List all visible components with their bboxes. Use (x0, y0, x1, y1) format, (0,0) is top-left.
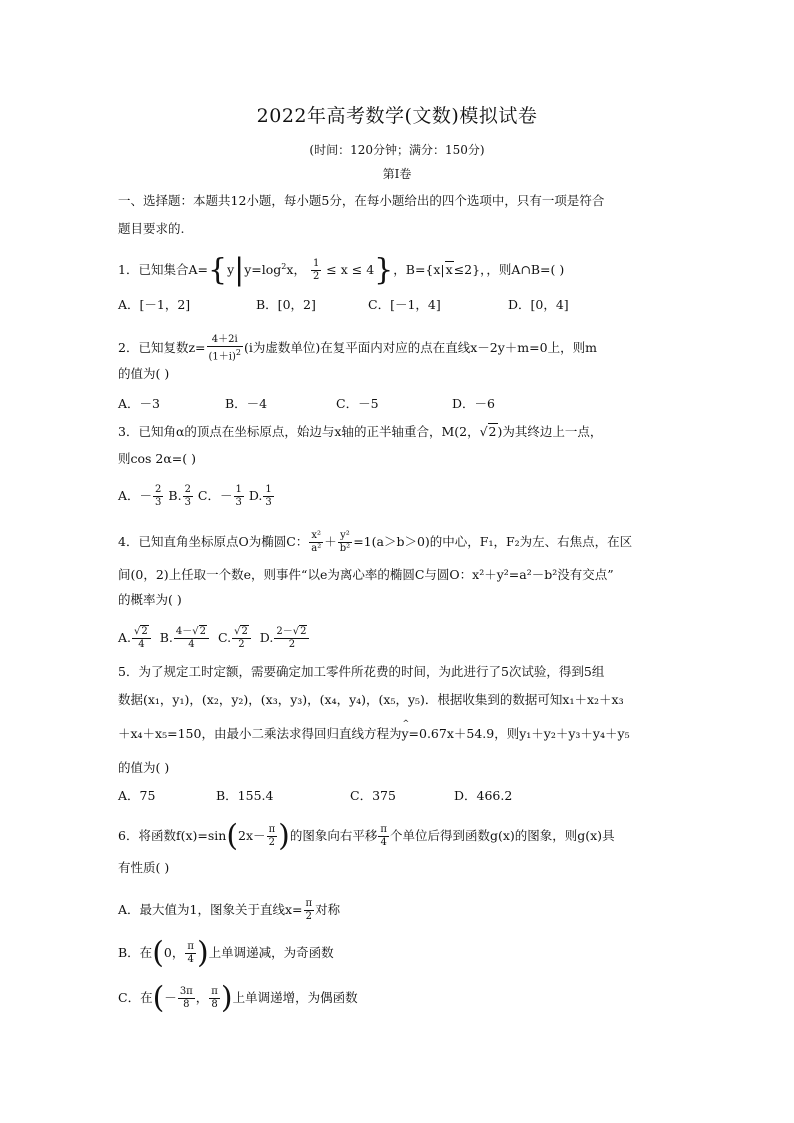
q6-option-c-text-2: 上单调递增，为偶函数 (232, 990, 358, 1005)
q3-option-a: A．－ (118, 488, 153, 503)
paren-right: ) (196, 935, 209, 971)
paren-right: ) (220, 980, 233, 1016)
q2-line-2: 的值为( ) (118, 366, 170, 381)
q5-option-a: A．75 (118, 788, 156, 803)
q6-text-b: 的图象向右平移 (289, 828, 378, 843)
q2-text-b: (i为虚数单位)在复平面内对应的点在直线x－2y＋m=0上，则m (243, 340, 597, 356)
q6-line-2: 有性质( ) (118, 860, 170, 875)
frac-num: 1 (265, 484, 272, 495)
frac-den: 8 (211, 999, 218, 1010)
brace-left: { (207, 252, 228, 288)
q6-text-a: 6．将函数f(x)=sin (118, 828, 227, 843)
frac-num: √2 (132, 626, 151, 639)
q3-option-b: B. (168, 488, 182, 503)
paren-left: ( (226, 818, 239, 854)
q3-text-b: )为其终边上一点， (497, 424, 603, 439)
frac-num: x² (309, 530, 323, 543)
question-3: 3．已知角α的顶点在坐标原点，始边与x轴的正半轴重合，M(2，√2)为其终边上一点， (118, 424, 603, 439)
frac-prefix: 2－ (276, 626, 293, 637)
q6-option-c-frac-1 (178, 986, 195, 1011)
q4-option-b: B. (159, 630, 173, 645)
q5-line-3 (118, 726, 630, 742)
exam-title: 2022年高考数学(文数)模拟试卷 (256, 105, 538, 127)
q5-option-b: B．155.4 (216, 788, 274, 803)
q6-option-c-minus: － (164, 990, 177, 1005)
q4-text-a: 4．已知直角坐标原点O为椭圆C： (118, 534, 309, 549)
q1-sup-2: 2 (281, 261, 287, 271)
paren-left: ( (152, 980, 165, 1016)
q5-line-1: 5．为了规定工时定额，需要确定加工零件所花费的时间，为此进行了5次试验，得到5组 (118, 664, 605, 679)
frac-num: 2－√2 (274, 626, 309, 639)
frac-den: 3 (184, 497, 191, 508)
frac-den: 3 (235, 497, 242, 508)
frac-den: a² (311, 543, 322, 554)
question-4: 4．已知直角坐标原点O为椭圆C： $\frac{\text{x²}}{\text{a²}}$ ＋ $\frac{\text{y²}}{\text{b²}}$ =1(a＞b＞0)的中心，F₁，F₂为左、右焦点，在区 (118, 530, 633, 554)
frac-prefix: 4－ (175, 626, 193, 637)
q4-option-c: C. (217, 630, 232, 645)
brace-right: } (374, 252, 394, 288)
frac-den: 2 (288, 639, 296, 650)
q5-line-2: 数据(x₁，y₁)，(x₂，y₂)，(x₃，y₃)，(x₄，y₄)，(x₅，y₅)．根据收集到的数据可知x₁＋x₂＋x₃ (118, 692, 624, 707)
frac-num: 4＋2i (207, 334, 243, 347)
section-intro-line-1: 一、选择题：本题共12小题，每小题5分，在每小题给出的四个选项中，只有一项是符合 (118, 193, 605, 208)
q3-option-d: D. (248, 488, 263, 503)
section-intro-line-2: 题目要求的. (118, 221, 185, 236)
exam-subtitle: (时间：120分钟；满分：150分) (309, 143, 485, 157)
fraction-half (311, 258, 321, 283)
q4-option-d: D. (259, 630, 274, 645)
frac-sqrt: 2 (241, 626, 248, 637)
q3-option-c: C．－ (197, 488, 233, 503)
q2-den-text: (1＋i) (208, 351, 236, 363)
q5-y-hat: ^ y (401, 726, 408, 741)
q3-line-2: 则cos 2α=( ) (118, 451, 197, 466)
frac-num: 4－√2 (174, 626, 209, 639)
frac-num: π (187, 941, 194, 952)
q5-option-c: C．375 (350, 788, 396, 803)
q6-option-c-sep: ， (195, 990, 209, 1005)
paren-right: ) (278, 818, 290, 854)
q4-frac-b (174, 626, 209, 651)
q2-option-d: D．－6 (452, 396, 495, 411)
paren-left: ( (152, 935, 164, 971)
q4-frac-a (132, 626, 151, 651)
q3-frac-a (153, 484, 163, 509)
q5-option-d: D．466.2 (454, 788, 513, 803)
frac-den: 2 (268, 837, 276, 848)
q6-option-c-frac-2 (209, 986, 220, 1011)
question-1 (118, 252, 565, 288)
q2-option-c: C．－5 (336, 396, 379, 411)
frac-num: π (380, 824, 387, 835)
q6-frac-pi-4 (378, 824, 389, 849)
frac-num: 1 (312, 258, 320, 269)
q6-option-c (118, 980, 358, 1016)
frac-den: 8 (183, 999, 190, 1010)
q1-sqrt: x (445, 262, 453, 277)
q4-line-3: 的概率为( ) (118, 592, 182, 607)
q3-options (118, 484, 275, 509)
q3-frac-c (234, 484, 244, 509)
q4-frac-y (338, 530, 352, 555)
q2-text-a: 2．已知复数z= (118, 340, 206, 356)
frac-den: 3 (265, 497, 272, 508)
q6-option-a (118, 898, 340, 923)
frac-sqrt: 2 (141, 626, 148, 637)
q2-option-a: A．－3 (118, 396, 160, 411)
frac-den: 4 (188, 639, 195, 650)
q1-options (118, 297, 569, 313)
frac-den: 2 (305, 911, 312, 922)
frac-den: 2 (238, 639, 245, 650)
frac-num: y² (338, 530, 352, 543)
frac-num: π (305, 898, 313, 909)
q6-option-b-inner: 0， (163, 945, 185, 960)
frac-den: b² (339, 543, 351, 554)
question-6 (118, 818, 615, 854)
q1-option-c: C．[－1，4] (368, 297, 441, 312)
frac-num: √2 (232, 626, 251, 639)
frac-num: 3π (179, 986, 193, 997)
frac-num: π (268, 824, 276, 835)
q6-option-b-text-2: 上单调递减，为奇函数 (208, 945, 334, 960)
frac-den (207, 347, 243, 363)
q1-text-a: 1．已知集合A= (118, 262, 208, 277)
frac-num: π (211, 986, 218, 997)
q1-set-range: ≤ x ≤ 4 (326, 262, 375, 277)
q5-text-c2: =0.67x＋54.9，则y₁＋y₂＋y₃＋y₄＋y₅ (408, 726, 630, 741)
question-2 (118, 334, 597, 363)
q6-option-b-text: B．在 (118, 945, 153, 960)
q4-text-b: =1(a＞b＞0)的中心，F₁，F₂为左、右焦点，在区 (353, 534, 633, 549)
q6-option-a-text-2: 对称 (315, 902, 341, 917)
q1-text-b: ，B={x| (393, 262, 445, 277)
q3-frac-b (183, 484, 193, 509)
q2-fraction (207, 334, 243, 363)
frac-den: 3 (155, 497, 162, 508)
q1-set-expr: y=log (244, 262, 282, 277)
q2-option-b: B．－4 (225, 396, 268, 411)
q5-text-c1: ＋x₄＋x₅=150，由最小二乘法求得回归直线方程为 (118, 726, 402, 741)
frac-sqrt: 2 (199, 626, 207, 637)
q6-frac-pi-2 (267, 824, 278, 849)
q6-option-a-text: A．最大值为1，图象关于直线x= (118, 902, 303, 917)
frac-den: 4 (380, 837, 387, 848)
q4-options (118, 626, 310, 651)
q1-set-var: y (227, 262, 235, 277)
frac-sqrt: 2 (300, 626, 307, 637)
q5-options (118, 788, 512, 804)
frac-den: 2 (312, 271, 320, 282)
q3-frac-d (263, 484, 273, 509)
frac-num: 2 (155, 484, 162, 495)
q1-text-c: ≤2}，，则A∩B=( ) (453, 262, 565, 277)
q1-set-expr-2: x， (286, 262, 306, 277)
frac-num: 2 (184, 484, 191, 495)
volume-heading: 第Ⅰ卷 (382, 167, 412, 181)
q3-text-a: 3．已知角α的顶点在坐标原点，始边与x轴的正半轴重合，M(2， (118, 424, 480, 439)
q1-option-b: B．[0，2] (256, 297, 316, 312)
q1-option-a: A．[－1，2] (118, 297, 191, 312)
q6-option-b-frac (185, 941, 196, 966)
q1-option-d: D．[0，4] (508, 297, 569, 312)
frac-den: 4 (187, 954, 194, 965)
q4-option-a: A. (118, 630, 132, 645)
q4-frac-x (309, 530, 323, 555)
q4-frac-c (232, 626, 251, 651)
bar-symbol: | (234, 252, 245, 288)
q2-options (118, 396, 495, 412)
q4-line-2: 间(0，2)上任取一个数e，则事件“以e为离心率的椭圆C与圆O：x²＋y²=a²－b²没有交点” (118, 567, 614, 582)
q6-text-c: 个单位后得到函数g(x)的图象，则g(x)具 (389, 828, 615, 843)
q6-option-a-frac (304, 898, 315, 923)
frac-num: 1 (235, 484, 242, 495)
q4-frac-d (274, 626, 309, 651)
q3-sqrt: 2 (488, 424, 497, 439)
q2-sup-2: 2 (235, 348, 241, 357)
q6-inner: 2x－ (238, 828, 266, 843)
q6-option-c-text: C．在 (118, 990, 153, 1005)
q6-option-b (118, 935, 334, 971)
frac-den: 4 (138, 639, 145, 650)
q5-line-4: 的值为( ) (118, 760, 170, 775)
